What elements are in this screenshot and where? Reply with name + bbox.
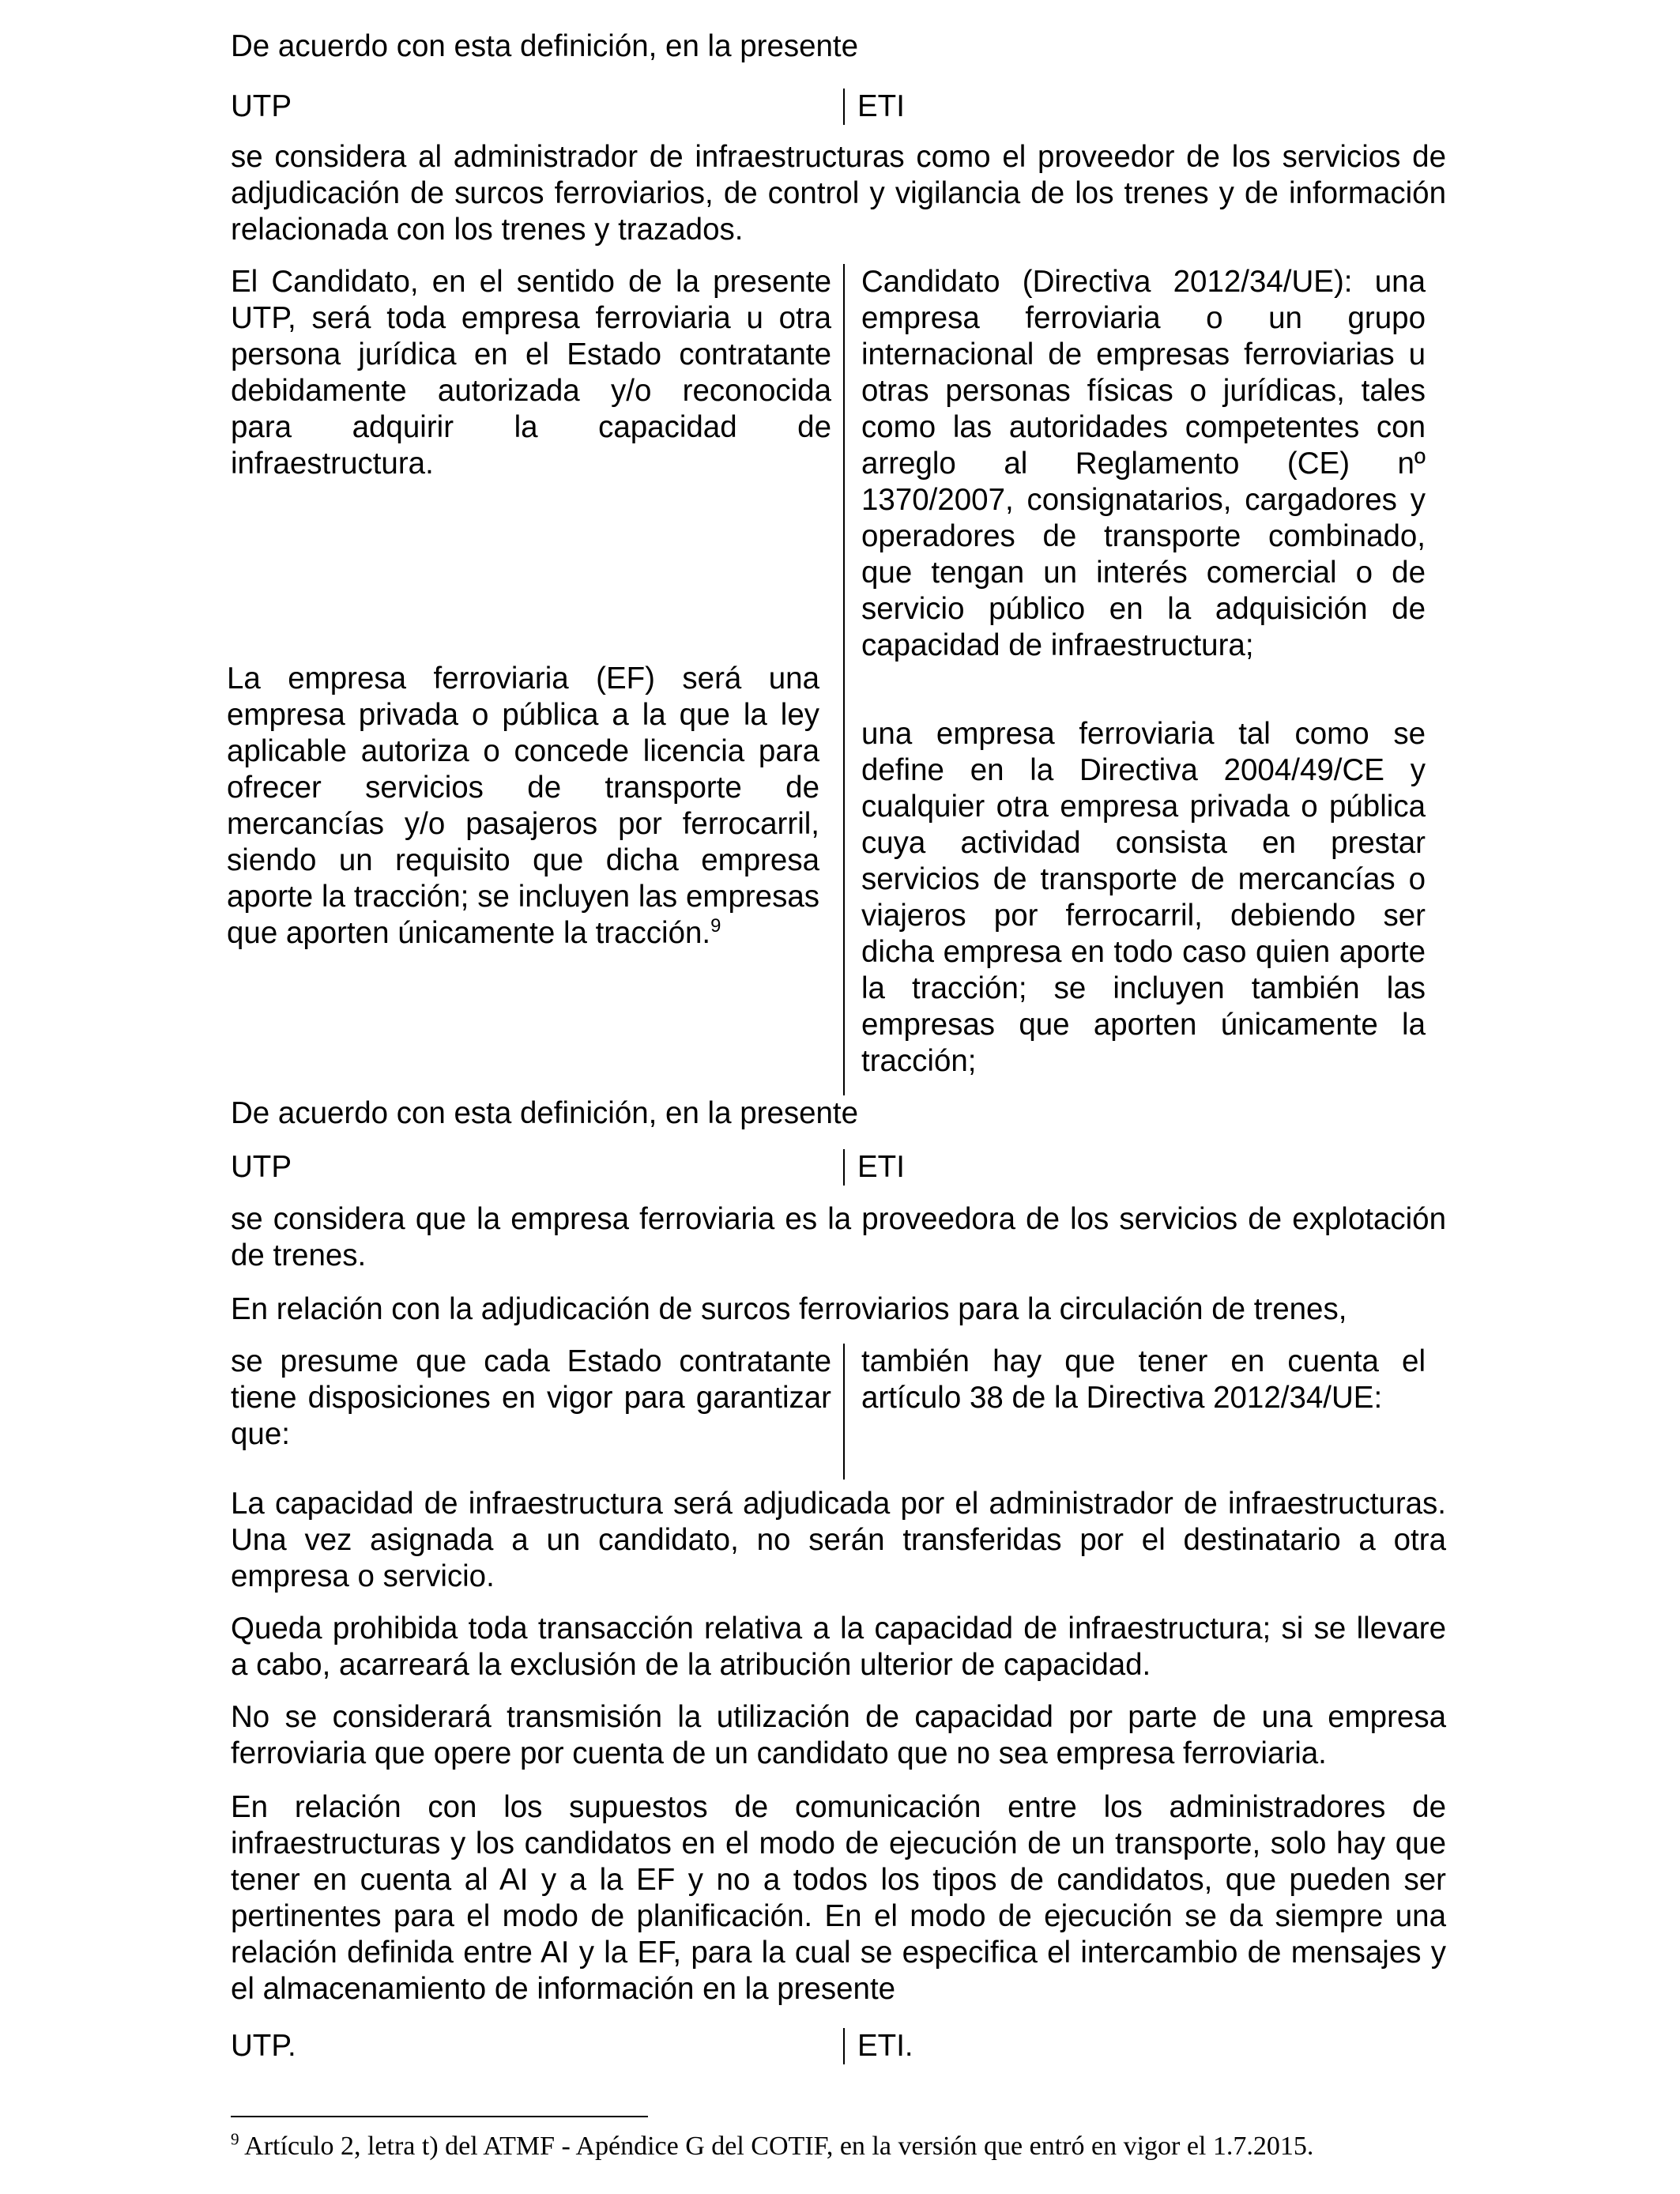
footnote-separator <box>231 2116 648 2117</box>
capacidad-paragraph: La capacidad de infraestructura será adjudicada por el administrador de infraestructuras. Una vez asignada a un candidato, no serán transferidas por el destinatario a otra empresa o servicio. <box>231 1487 1446 1593</box>
eti-label: ETI. <box>857 2029 913 2063</box>
eti-label: ETI <box>857 89 905 123</box>
utp-ef-definition <box>227 661 819 952</box>
utp-label: UTP <box>231 89 292 123</box>
eti-ef-definition: una empresa ferroviaria tal como se define en la Directiva 2004/49/CE y cualquier otra empresa privada o pública cuya actividad consista en prestar servicios de transporte de mercancías o viajeros por ferrocarril, debiendo ser dicha empresa en todo caso quien aporte la tracción; se incluyen también las empresas que aporten únicamente la tracción; <box>861 717 1426 1078</box>
eti-candidate-definition: Candidato (Directiva 2012/34/UE): una empresa ferroviaria o un grupo internacional de empresas ferroviarias u otras personas físicas o jurídicas, tales como las autoridades competentes con arreglo al Reglamento (CE) nº 1370/2007, consignatarios, cargadores y operadores de transporte combinado, que tengan un interés comercial o de servicio público en la adquisición de capacidad de infraestructura; <box>861 265 1426 662</box>
intro-text-2: De acuerdo con esta definición, en la presente <box>231 1096 859 1130</box>
comunicacion-paragraph: En relación con los supuestos de comunicación entre los administradores de infraestructuras y los candidatos en el modo de ejecución de un transporte, solo hay que tener en cuenta al AI y a la EF y no a todos los tipos de candidatos, que pueden ser pertinentes para el modo de planificación. En el modo de ejecución se da siempre una relación definida entre AI y la EF, para la cual se especifica el intercambio de mensajes y el almacenamiento de información en la presente <box>231 1790 1446 2006</box>
utp-label: UTP <box>231 1150 292 1184</box>
transmision-paragraph: No se considerará transmisión la utilización de capacidad por parte de una empresa ferroviaria que opere por cuenta de un candidato que no sea empresa ferroviaria. <box>231 1700 1446 1770</box>
column-divider <box>843 1149 845 1186</box>
footnote-number: 9 <box>231 2129 239 2149</box>
admin-paragraph: se considera al administrador de infraestructuras como el proveedor de los servicios de adjudicación de surcos ferroviarios, de control y vigilancia de los trenes y de información relacionada con los trenes y trazados. <box>231 140 1446 247</box>
utp-ef-text: La empresa ferroviaria (EF) será una empresa privada o pública a la que la ley aplicable autoriza o concede licencia para ofrecer servicios de transporte de mercancías y/o pasajeros por ferrocarril, siendo un requisito que dicha empresa aporte la tracción; se incluyen las empresas que aporten únicamente la tracción. <box>227 662 819 950</box>
footnote <box>231 2131 1495 2162</box>
footnote-reference: 9 <box>710 915 721 937</box>
eti-article-38-text: también hay que tener en cuenta el artículo 38 de la Directiva 2012/34/UE: <box>861 1344 1426 1415</box>
column-divider <box>843 1344 845 1480</box>
utp-label: UTP. <box>231 2029 296 2063</box>
column-divider <box>843 2028 845 2064</box>
utp-presume-text: se presume que cada Estado contratante tiene disposiciones en vigor para garantizar que: <box>231 1344 831 1451</box>
intro-text-1: De acuerdo con esta definición, en la presente <box>231 29 859 63</box>
column-divider <box>843 89 845 125</box>
surcos-paragraph: En relación con la adjudicación de surcos ferroviarios para la circulación de trenes, <box>231 1292 1347 1326</box>
eti-label: ETI <box>857 1150 905 1184</box>
ef-paragraph: se considera que la empresa ferroviaria es la proveedora de los servicios de explotación de trenes. <box>231 1202 1446 1272</box>
prohibida-paragraph: Queda prohibida toda transacción relativa a la capacidad de infraestructura; si se llevare a cabo, acarreará la exclusión de la atribución ulterior de capacidad. <box>231 1612 1446 1682</box>
column-divider <box>843 264 845 1095</box>
footnote-text: Artículo 2, letra t) del ATMF - Apéndice G del COTIF, en la versión que entró en vigor el 1.7.2015. <box>239 2132 1314 2161</box>
utp-candidate-definition: El Candidato, en el sentido de la presente UTP, será toda empresa ferroviaria u otra persona jurídica en el Estado contratante debidamente autorizada y/o reconocida para adquirir la capacidad de infraestructura. <box>231 265 831 481</box>
